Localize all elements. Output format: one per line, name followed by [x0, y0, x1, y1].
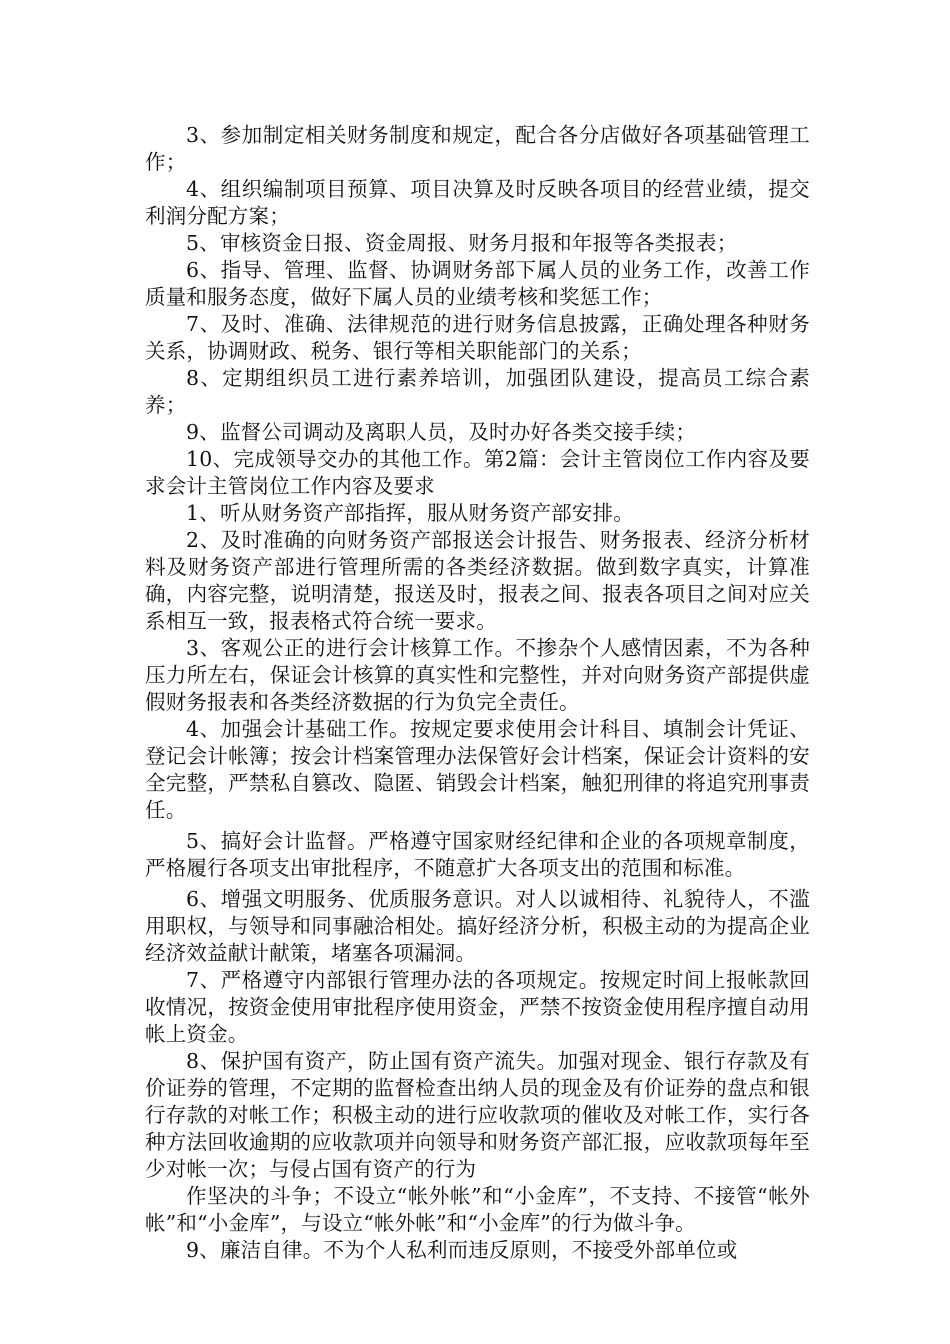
- paragraph-13: 5、搞好会计监督。严格遵守国家财经纪律和企业的各项规章制度，严格履行各项支出审批程序，不随意扩大各项支出的范围和标准。: [145, 829, 810, 880]
- paragraph-7: 9、监督公司调动及离职人员，及时办好各类交接手续；: [186, 420, 697, 444]
- document-page: [145, 122, 810, 1264]
- paragraph-5: 7、及时、准确、法律规范的进行财务信息披露，正确处理各种财务关系，协调财政、税务、银行等相关职能部门的关系；: [145, 312, 810, 363]
- paragraph-17: 作坚决的斗争；不设立“帐外帐”和“小金库”，不支持、不接管“帐外帐”和“小金库”，与设立“帐外帐”和“小金库”的行为做斗争。: [145, 1184, 810, 1235]
- paragraph-10: 2、及时准确的向财务资产部报送会计报告、财务报表、经济分析材料及财务资产部进行管理所需的各类经济数据。做到数字真实，计算准确，内容完整，说明清楚，报送及时，报表之间、报表各项目之间对应关系相互一致，报表格式符合统一要求。: [145, 528, 810, 633]
- paragraph-2: 4、组织编制项目预算、项目决算及时反映各项目的经营业绩，提交利润分配方案；: [145, 177, 810, 228]
- paragraph-9: 1、听从财务资产部指挥，服从财务资产部安排。: [186, 501, 634, 525]
- paragraph-18: 9、廉洁自律。不为个人私利而违反原则，不接受外部单位或: [186, 1238, 738, 1262]
- paragraph-4: 6、指导、管理、监督、协调财务部下属人员的业务工作，改善工作质量和服务态度，做好下属人员的业绩考核和奖惩工作；: [145, 258, 810, 309]
- paragraph-1: 3、参加制定相关财务制度和规定，配合各分店做好各项基础管理工作；: [145, 123, 810, 174]
- paragraph-16: 8、保护国有资产，防止国有资产流失。加强对现金、银行存款及有价证券的管理，不定期的监督检查出纳人员的现金及有价证券的盘点和银行存款的对帐工作；积极主动的进行应收款项的催收及对帐工作，实行各种方法回收逾期的应收款项并向领导和财务资产部汇报，应收款项每年至少对帐一次；与侵占国有资产的行为: [145, 1049, 810, 1181]
- paragraph-6: 8、定期组织员工进行素养培训，加强团队建设，提高员工综合素养；: [145, 366, 810, 417]
- paragraph-3: 5、审核资金日报、资金周报、财务月报和年报等各类报表；: [186, 231, 738, 255]
- paragraph-15: 7、严格遵守内部银行管理办法的各项规定。按规定时间上报帐款回收情况，按资金使用审批程序使用资金，严禁不按资金使用程序擅自动用帐上资金。: [145, 968, 810, 1046]
- paragraph-11: 3、客观公正的进行会计核算工作。不掺杂个人感情因素，不为各种压力所左右，保证会计核算的真实性和完整性，并对向财务资产部提供虚假财务报表和各类经济数据的行为负完全责任。: [145, 636, 810, 714]
- paragraph-14: 6、增强文明服务、优质服务意识。对人以诚相待、礼貌待人，不滥用职权，与领导和同事融洽相处。搞好经济分析，积极主动的为提高企业经济效益献计献策，堵塞各项漏洞。: [145, 887, 810, 965]
- paragraph-8: 10、完成领导交办的其他工作。第2篇：会计主管岗位工作内容及要求会计主管岗位工作内容及要求: [145, 447, 810, 498]
- paragraph-12: 4、加强会计基础工作。按规定要求使用会计科目、填制会计凭证、登记会计帐簿；按会计档案管理办法保管好会计档案，保证会计资料的安全完整，严禁私自篡改、隐匿、销毁会计档案，触犯刑律的将追究刑事责任。: [145, 717, 810, 822]
